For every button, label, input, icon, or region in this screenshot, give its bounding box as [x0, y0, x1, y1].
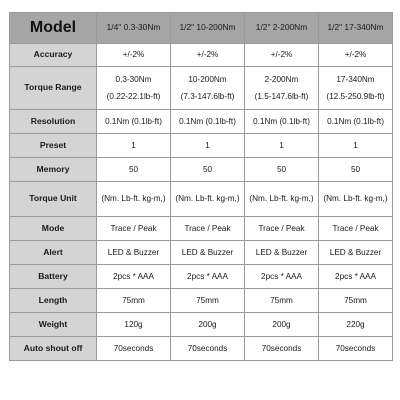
- row-label: Torque Range: [10, 67, 97, 110]
- model-col-3: 1/2" 2-200Nm: [245, 13, 319, 44]
- table-cell: 2pcs * AAA: [245, 265, 319, 289]
- table-cell: 75mm: [319, 289, 393, 313]
- table-cell: 200g: [171, 313, 245, 337]
- row-torque-unit: [10, 182, 393, 217]
- table-cell: [319, 67, 393, 110]
- table-cell: 1: [171, 134, 245, 158]
- table-cell: (Nm. Lb-ft. kg-m,): [319, 182, 393, 217]
- table-cell: +/-2%: [319, 44, 393, 67]
- table-cell: 120g: [97, 313, 171, 337]
- table-cell: 70seconds: [319, 337, 393, 361]
- row-label: Torque Unit: [10, 182, 97, 217]
- table-cell: 50: [319, 158, 393, 182]
- table-cell: LED & Buzzer: [97, 241, 171, 265]
- row-weight: [10, 313, 393, 337]
- row-label: Preset: [10, 134, 97, 158]
- table-cell: 1: [97, 134, 171, 158]
- row-accuracy: [10, 44, 393, 67]
- row-label: Memory: [10, 158, 97, 182]
- row-alert: [10, 241, 393, 265]
- row-label: Weight: [10, 313, 97, 337]
- row-label: Resolution: [10, 110, 97, 134]
- table-cell: 0.1Nm (0.1lb-ft): [319, 110, 393, 134]
- table-cell: [97, 67, 171, 110]
- torque-nm: 10-200Nm: [188, 74, 227, 84]
- row-resolution: [10, 110, 393, 134]
- table-cell: 0.1Nm (0.1lb-ft): [171, 110, 245, 134]
- table-cell: 1: [319, 134, 393, 158]
- torque-lbft: (7.3-147.6lb-ft): [180, 92, 235, 101]
- row-preset: [10, 134, 393, 158]
- row-mode: [10, 217, 393, 241]
- row-battery: [10, 265, 393, 289]
- table-cell: LED & Buzzer: [319, 241, 393, 265]
- table-cell: +/-2%: [245, 44, 319, 67]
- table-cell: (Nm. Lb-ft. kg-m,): [97, 182, 171, 217]
- table-cell: 1: [245, 134, 319, 158]
- row-label: Accuracy: [10, 44, 97, 67]
- row-length: [10, 289, 393, 313]
- row-label: Auto shout off: [10, 337, 97, 361]
- spec-table-container: [9, 12, 392, 361]
- torque-nm: 2-200Nm: [264, 74, 299, 84]
- table-cell: +/-2%: [171, 44, 245, 67]
- table-cell: 2pcs * AAA: [171, 265, 245, 289]
- row-torque-range: [10, 67, 393, 110]
- model-col-1: 1/4" 0.3-30Nm: [97, 13, 171, 44]
- table-cell: 50: [97, 158, 171, 182]
- table-cell: 75mm: [245, 289, 319, 313]
- table-cell: (Nm. Lb-ft. kg-m,): [171, 182, 245, 217]
- table-cell: 220g: [319, 313, 393, 337]
- table-cell: Trace / Peak: [171, 217, 245, 241]
- row-memory: [10, 158, 393, 182]
- table-cell: 2pcs * AAA: [319, 265, 393, 289]
- table-cell: (Nm. Lb-ft. kg-m,): [245, 182, 319, 217]
- table-cell: 0.1Nm (0.1lb-ft): [245, 110, 319, 134]
- table-cell: 75mm: [171, 289, 245, 313]
- row-label: Length: [10, 289, 97, 313]
- torque-lbft: (0.22-22.1lb-ft): [106, 92, 161, 101]
- table-cell: 0.1Nm (0.1lb-ft): [97, 110, 171, 134]
- table-cell: 2pcs * AAA: [97, 265, 171, 289]
- table-cell: LED & Buzzer: [171, 241, 245, 265]
- table-cell: 50: [171, 158, 245, 182]
- table-cell: 200g: [245, 313, 319, 337]
- table-cell: LED & Buzzer: [245, 241, 319, 265]
- table-cell: [245, 67, 319, 110]
- table-cell: [171, 67, 245, 110]
- table-cell: 70seconds: [171, 337, 245, 361]
- table-cell: 70seconds: [245, 337, 319, 361]
- torque-lbft: (1.5-147.6lb-ft): [254, 92, 309, 101]
- table-cell: +/-2%: [97, 44, 171, 67]
- table-cell: Trace / Peak: [319, 217, 393, 241]
- row-label: Battery: [10, 265, 97, 289]
- row-label: Mode: [10, 217, 97, 241]
- row-auto-shut-off: [10, 337, 393, 361]
- table-cell: 70seconds: [97, 337, 171, 361]
- spec-table: [9, 12, 393, 361]
- model-col-2: 1/2" 10-200Nm: [171, 13, 245, 44]
- torque-nm: 17-340Nm: [336, 74, 375, 84]
- model-header: Model: [10, 13, 97, 44]
- table-cell: Trace / Peak: [97, 217, 171, 241]
- table-cell: 50: [245, 158, 319, 182]
- row-label: Alert: [10, 241, 97, 265]
- model-col-4: 1/2" 17-340Nm: [319, 13, 393, 44]
- torque-lbft: (12.5-250.9lb-ft): [326, 92, 385, 101]
- table-cell: Trace / Peak: [245, 217, 319, 241]
- table-cell: 75mm: [97, 289, 171, 313]
- header-row: [10, 13, 393, 44]
- torque-nm: 0.3-30Nm: [115, 74, 152, 84]
